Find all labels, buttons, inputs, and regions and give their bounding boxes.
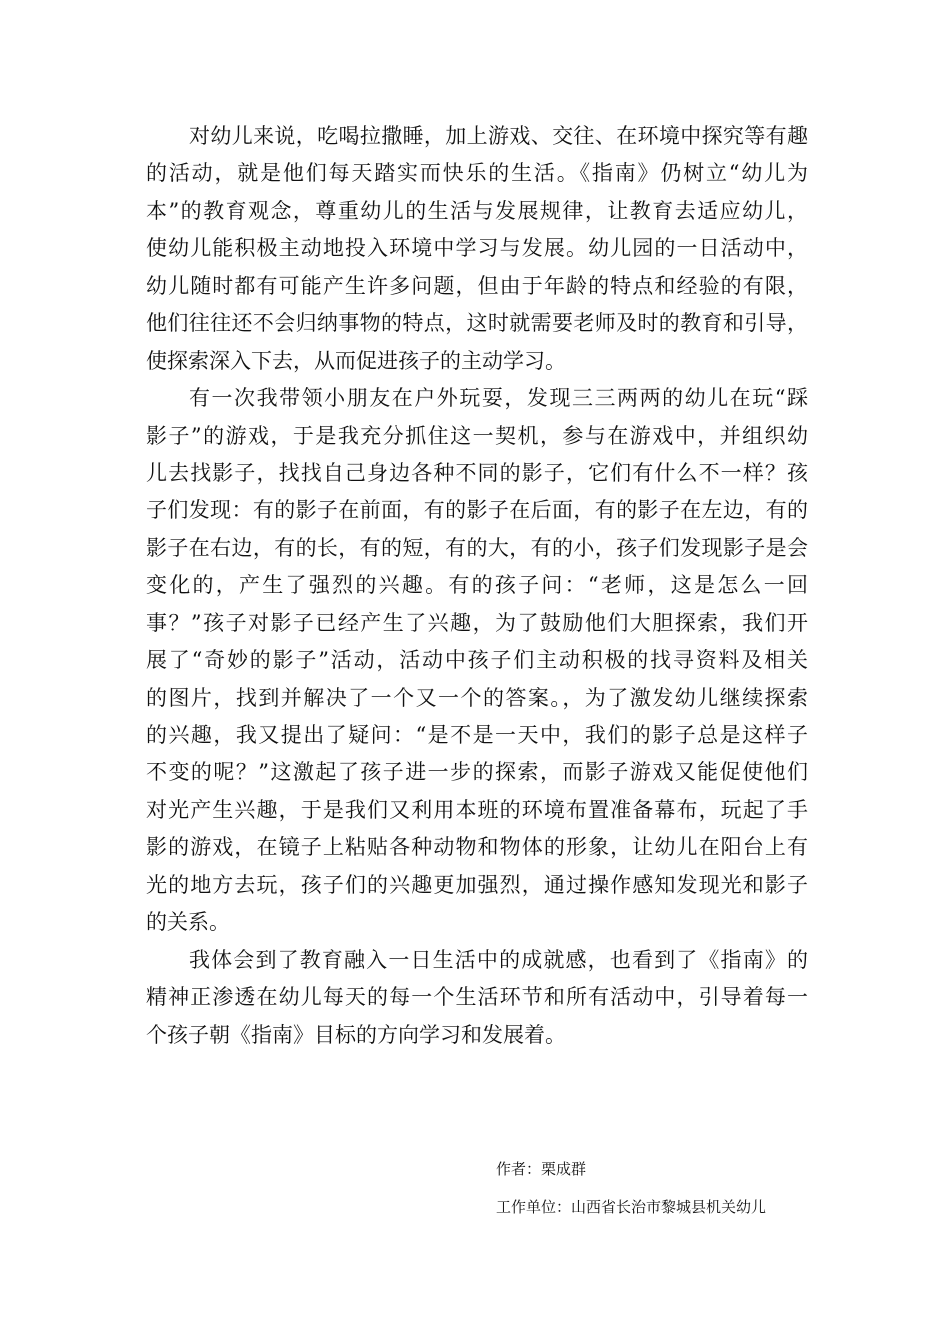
work-unit-line: 工作单位：山西省长治市黎城县机关幼儿 bbox=[496, 1198, 767, 1216]
text-line: 他们往往还不会归纳事物的特点，这时就需要老师及时的教育和引导， bbox=[146, 311, 808, 336]
text-line: 有一次我带领小朋友在户外玩耍，发现三三两两的幼儿在玩“踩 bbox=[189, 386, 808, 411]
text-line: 幼儿随时都有可能产生许多问题，但由于年龄的特点和经验的有限， bbox=[146, 273, 808, 298]
text-line: 的图片，找到并解决了一个又一个的答案。，为了激发幼儿继续探索 bbox=[146, 685, 808, 710]
author-line: 作者：栗成群 bbox=[496, 1160, 587, 1178]
signature-block bbox=[496, 1158, 766, 1218]
text-line: 展了“奇妙的影子”活动，活动中孩子们主动积极的找寻资料及相关 bbox=[146, 648, 808, 673]
text-line: 使幼儿能积极主动地投入环境中学习与发展。幼儿园的一日活动中， bbox=[146, 236, 808, 261]
text-line: 影的游戏，在镜子上粘贴各种动物和物体的形象，让幼儿在阳台上有 bbox=[146, 835, 808, 860]
text-line: 事？”孩子对影子已经产生了兴趣，为了鼓励他们大胆探索，我们开 bbox=[146, 610, 808, 635]
text-line: 对光产生兴趣，于是我们又利用本班的环境布置准备幕布，玩起了手 bbox=[146, 797, 808, 822]
text-line: 变化的，产生了强烈的兴趣。有的孩子问：“老师，这是怎么一回 bbox=[146, 573, 808, 598]
text-line: 光的地方去玩，孩子们的兴趣更加强烈，通过操作感知发现光和影子 bbox=[146, 872, 808, 897]
text-line: 的活动，就是他们每天踏实而快乐的生活。《指南》仍树立“幼儿为 bbox=[146, 161, 808, 186]
text-line: 子们发现：有的影子在前面，有的影子在后面，有的影子在左边，有的 bbox=[146, 498, 808, 523]
text-line: 不变的呢？”这激起了孩子进一步的探索，而影子游戏又能促使他们 bbox=[146, 760, 808, 785]
article-body bbox=[146, 118, 808, 1054]
text-line: 对幼儿来说，吃喝拉撒睡，加上游戏、交往、在环境中探究等有趣 bbox=[189, 124, 808, 148]
text-line: 影子”的游戏，于是我充分抓住这一契机，参与在游戏中，并组织幼 bbox=[146, 423, 808, 448]
text-line: 儿去找影子，找找自己身边各种不同的影子，它们有什么不一样？孩 bbox=[146, 460, 808, 485]
paragraph-3 bbox=[146, 942, 808, 1054]
paragraph-1 bbox=[146, 118, 808, 380]
text-line: 我体会到了教育融入一日生活中的成就感，也看到了《指南》的 bbox=[189, 947, 808, 972]
text-line: 的关系。 bbox=[146, 910, 230, 935]
text-line: 精神正渗透在幼儿每天的每一个生活环节和所有活动中，引导着每一 bbox=[146, 985, 808, 1010]
paragraph-2 bbox=[146, 380, 808, 942]
text-line: 本”的教育观念，尊重幼儿的生活与发展规律，让教育去适应幼儿， bbox=[146, 198, 808, 223]
text-line: 个孩子朝《指南》目标的方向学习和发展着。 bbox=[146, 1022, 566, 1047]
text-line: 的兴趣，我又提出了疑问：“是不是一天中，我们的影子总是这样子 bbox=[146, 723, 808, 747]
text-line: 影子在右边，有的长，有的短，有的大，有的小，孩子们发现影子是会 bbox=[146, 535, 808, 560]
text-line: 使探索深入下去，从而促进孩子的主动学习。 bbox=[146, 348, 566, 373]
